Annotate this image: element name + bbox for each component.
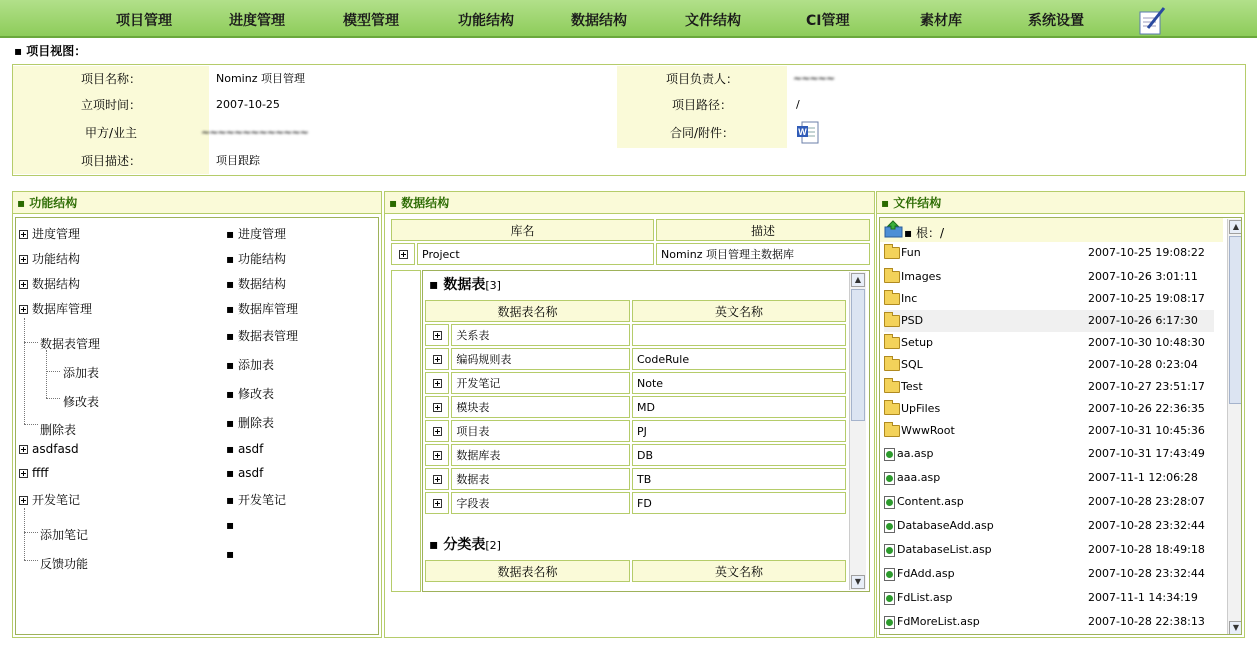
file-name: SQL [884, 358, 923, 371]
tree-connector [24, 532, 38, 533]
file-row[interactable] [884, 443, 1214, 465]
table-row [425, 348, 846, 370]
tree-connector [24, 560, 38, 561]
scroll-up-arrow-icon[interactable]: ▲ [851, 273, 865, 287]
file-date: 2007-10-26 22:36:35 [1088, 402, 1205, 415]
tree-connector [24, 318, 25, 424]
file-scrollbar[interactable] [1227, 219, 1242, 635]
file-date: 2007-10-28 0:23:04 [1088, 358, 1198, 371]
tree-connector [46, 398, 60, 399]
file-name: FdAdd.asp [884, 567, 955, 581]
expand-icon[interactable] [19, 280, 28, 289]
list-item[interactable]: ▪ 添加表 [226, 358, 274, 372]
file-date: 2007-10-28 23:32:44 [1088, 519, 1205, 532]
nav-ci[interactable]: CI管理 [806, 13, 850, 29]
expand-icon[interactable] [433, 499, 442, 508]
table-cn-cell: 模块表 [451, 396, 630, 418]
table-en-cell: Note [632, 372, 846, 394]
col-cat-en: 英文名称 [632, 560, 846, 582]
folder-row[interactable] [884, 420, 1214, 442]
folder-row[interactable] [884, 376, 1214, 398]
nav-file[interactable]: 文件结构 [685, 13, 741, 29]
nested-scrollbar[interactable] [849, 272, 866, 590]
folder-icon [884, 247, 900, 259]
table-row [425, 492, 846, 514]
file-row[interactable] [884, 563, 1214, 585]
tree-item[interactable]: 功能结构 [19, 250, 80, 267]
top-nav [0, 0, 1257, 38]
file-date: 2007-10-31 10:45:36 [1088, 424, 1205, 437]
file-row[interactable] [884, 515, 1214, 537]
start-value: 2007-10-25 [216, 98, 280, 111]
expand-icon[interactable] [19, 496, 28, 505]
db-name-cell: Project [417, 243, 654, 265]
nav-progress[interactable]: 进度管理 [229, 13, 285, 29]
asp-file-icon [884, 496, 895, 509]
table-cn-cell: 数据表 [451, 468, 630, 490]
file-date: 2007-10-26 6:17:30 [1088, 314, 1198, 327]
list-item[interactable]: ▪ 数据结构 [226, 277, 286, 291]
scroll-up-arrow-icon[interactable]: ▲ [1229, 220, 1242, 234]
list-item[interactable]: ▪ [226, 518, 235, 532]
tree-item[interactable]: 进度管理 [19, 225, 80, 242]
tree-item[interactable]: asdfasd [19, 442, 79, 456]
db-desc-cell: Nominz 项目管理主数据库 [656, 243, 870, 265]
tree-item[interactable]: 数据库管理 [19, 300, 92, 317]
asp-file-icon [884, 616, 895, 629]
table-header-row [425, 560, 846, 582]
list-item[interactable]: ▪ asdf [226, 466, 264, 480]
expand-icon[interactable] [19, 255, 28, 264]
row-expand-cell[interactable] [425, 348, 449, 370]
asp-file-icon [884, 568, 895, 581]
file-row[interactable] [884, 539, 1214, 561]
expand-icon[interactable] [19, 445, 28, 454]
file-date: 2007-10-30 10:48:30 [1088, 336, 1205, 349]
owner-label: 项目负责人： [617, 66, 787, 92]
file-row[interactable] [884, 491, 1214, 513]
client-label: 甲方/业主 [13, 118, 209, 148]
file-name: DatabaseList.asp [884, 543, 992, 557]
col-cat-cn: 数据表名称 [425, 560, 630, 582]
file-date: 2007-10-25 19:08:22 [1088, 246, 1205, 259]
row-expand-cell[interactable] [425, 324, 449, 346]
folder-icon [884, 337, 900, 349]
list-item[interactable]: ▪ [226, 547, 235, 561]
row-expand-cell[interactable] [425, 396, 449, 418]
tree-item[interactable]: 添加表 [63, 366, 100, 380]
nav-settings[interactable]: 系统设置 [1028, 13, 1084, 29]
nav-assets[interactable]: 素材库 [920, 13, 962, 29]
asp-file-icon [884, 544, 895, 557]
word-document-icon[interactable] [796, 120, 822, 146]
desc-value: 项目跟踪 [216, 154, 260, 167]
function-panel-title: ▪ 功能结构 [13, 192, 381, 214]
file-name: DatabaseAdd.asp [884, 519, 994, 533]
file-row[interactable] [884, 611, 1214, 633]
file-row[interactable] [884, 587, 1214, 609]
row-expand-cell[interactable] [425, 468, 449, 490]
list-item[interactable]: ▪ 功能结构 [226, 252, 286, 266]
tree-item[interactable]: 修改表 [63, 395, 100, 409]
row-expand-cell[interactable] [425, 444, 449, 466]
table-header-row [391, 219, 870, 241]
function-structure-panel [12, 191, 382, 638]
expand-icon[interactable] [433, 427, 442, 436]
list-item[interactable]: ▪ 数据库管理 [226, 302, 298, 316]
list-item[interactable]: ▪ 修改表 [226, 387, 274, 401]
scroll-down-arrow-icon[interactable]: ▼ [851, 575, 865, 589]
file-name: UpFiles [884, 402, 940, 415]
asp-file-icon [884, 520, 895, 533]
table-en-cell: PJ [632, 420, 846, 442]
file-list-area [879, 217, 1242, 635]
folder-row[interactable] [884, 398, 1214, 420]
file-date: 2007-10-28 18:49:18 [1088, 543, 1205, 556]
folder-row[interactable] [884, 332, 1214, 354]
table-cn-cell: 项目表 [451, 420, 630, 442]
file-name: PSD [884, 314, 923, 327]
file-name: Inc [884, 292, 917, 305]
table-en-cell: FD [632, 492, 846, 514]
root-row[interactable] [880, 218, 1223, 242]
nested-table-frame [422, 270, 870, 592]
table-row [425, 444, 846, 466]
tree-item[interactable]: 数据结构 [19, 275, 80, 292]
category-heading: ▪ 分类表[2] [429, 537, 501, 553]
expand-icon[interactable] [433, 379, 442, 388]
file-name: FdList.asp [884, 591, 953, 605]
path-label: 项目路径： [617, 92, 787, 118]
file-date: 2007-10-25 19:08:17 [1088, 292, 1205, 305]
file-name: aaa.asp [884, 471, 940, 485]
folder-icon [884, 403, 900, 415]
file-name: WwwRoot [884, 424, 955, 437]
expand-icon[interactable] [433, 331, 442, 340]
tree-connector [24, 342, 38, 343]
expand-icon[interactable] [433, 355, 442, 364]
folder-row[interactable] [884, 310, 1214, 332]
table-header-row [425, 300, 846, 322]
tree-item[interactable]: 开发笔记 [19, 491, 80, 508]
tables-heading: ▪ 数据表[3] [429, 277, 501, 293]
folder-row[interactable] [884, 288, 1214, 310]
asp-file-icon [884, 592, 895, 605]
table-row [425, 420, 846, 442]
folder-icon [884, 425, 900, 437]
contract-label: 合同/附件： [617, 118, 787, 148]
list-item[interactable]: ▪ 数据表管理 [226, 329, 298, 343]
file-name: Test [884, 380, 923, 393]
file-name: Fun [884, 246, 921, 259]
desc-label: 项目描述： [13, 148, 209, 174]
file-date: 2007-10-28 22:38:13 [1088, 615, 1205, 628]
file-name: aa.asp [884, 447, 933, 461]
data-tables-table [423, 298, 848, 516]
tree-connector [46, 371, 60, 372]
start-label: 立项时间： [13, 92, 209, 118]
scroll-thumb[interactable] [851, 289, 865, 421]
folder-icon [884, 381, 900, 393]
list-item[interactable]: ▪ asdf [226, 442, 264, 456]
tree-connector [46, 350, 47, 398]
scroll-thumb[interactable] [1229, 236, 1242, 404]
file-name: FdMoreList.asp [884, 615, 980, 629]
file-date: 2007-10-27 23:51:17 [1088, 380, 1205, 393]
col-table-cn: 数据表名称 [425, 300, 630, 322]
folder-icon [884, 315, 900, 327]
folder-icon [884, 359, 900, 371]
file-date: 2007-11-1 14:34:19 [1088, 591, 1198, 604]
folder-icon [884, 293, 900, 305]
asp-file-icon [884, 448, 895, 461]
expand-icon[interactable] [19, 305, 28, 314]
list-item[interactable]: ▪ 开发笔记 [226, 493, 286, 507]
scroll-down-arrow-icon[interactable]: ▼ [1229, 621, 1242, 635]
folder-row[interactable] [884, 242, 1214, 264]
file-row[interactable] [884, 467, 1214, 489]
file-name: Content.asp [884, 495, 964, 509]
database-table [389, 217, 872, 267]
folder-up-icon[interactable] [884, 220, 904, 238]
expand-icon[interactable] [399, 250, 408, 259]
row-expand-cell[interactable] [425, 372, 449, 394]
nav-project[interactable]: 项目管理 [116, 13, 172, 29]
client-value: ~~~~~~~~~~~~~ [201, 126, 308, 139]
name-value: Nominz 项目管理 [216, 72, 305, 85]
file-date: 2007-10-26 3:01:11 [1088, 270, 1198, 283]
svg-text:W: W [798, 127, 807, 137]
function-tree-area [15, 217, 379, 635]
expand-icon[interactable] [433, 451, 442, 460]
folder-row[interactable] [884, 266, 1214, 288]
file-date: 2007-11-1 12:06:28 [1088, 471, 1198, 484]
tree-item[interactable]: 反馈功能 [40, 557, 89, 571]
asp-file-icon [884, 472, 895, 485]
data-structure-panel [384, 191, 875, 638]
notepad-pencil-icon[interactable] [1136, 4, 1168, 36]
table-cn-cell: 数据库表 [451, 444, 630, 466]
name-label: 项目名称： [13, 66, 209, 92]
table-cn-cell: 开发笔记 [451, 372, 630, 394]
tree-item[interactable]: 添加笔记 [40, 528, 89, 542]
table-row [425, 468, 846, 490]
table-cn-cell: 字段表 [451, 492, 630, 514]
expand-icon[interactable] [433, 403, 442, 412]
category-table [423, 558, 848, 584]
nav-model[interactable]: 模型管理 [343, 13, 399, 29]
root-path: ▪ 根：/ [904, 226, 944, 240]
table-en-cell: DB [632, 444, 846, 466]
tree-connector [24, 424, 38, 425]
nav-data[interactable]: 数据结构 [571, 13, 627, 29]
row-expand-cell[interactable] [425, 420, 449, 442]
table-en-cell: MD [632, 396, 846, 418]
file-panel-title: ▪ 文件结构 [877, 192, 1244, 214]
table-row [391, 243, 870, 265]
col-db-name: 库名 [391, 219, 654, 241]
tree-item[interactable]: 删除表 [40, 423, 77, 437]
table-row [425, 372, 846, 394]
project-info [12, 64, 1246, 176]
col-db-desc: 描述 [656, 219, 870, 241]
file-name: Setup [884, 336, 933, 349]
tree-item[interactable]: 数据表管理 [40, 337, 101, 351]
file-name: Images [884, 270, 941, 283]
project-view-title: ▪ 项目视图： [14, 44, 87, 58]
file-date: 2007-10-31 17:43:49 [1088, 447, 1205, 460]
path-value: / [796, 98, 800, 111]
db-expand-cell[interactable] [391, 243, 415, 265]
nested-indent-cell [391, 270, 421, 592]
tree-item[interactable]: ffff [19, 466, 49, 480]
expand-icon[interactable] [19, 469, 28, 478]
row-expand-cell[interactable] [425, 492, 449, 514]
folder-row[interactable] [884, 354, 1214, 376]
file-date: 2007-10-28 23:28:07 [1088, 495, 1205, 508]
table-row [425, 324, 846, 346]
list-item[interactable]: ▪ 删除表 [226, 416, 274, 430]
col-table-en: 英文名称 [632, 300, 846, 322]
list-item[interactable]: ▪ 进度管理 [226, 227, 286, 241]
tree-connector [24, 508, 25, 560]
folder-icon [884, 271, 900, 283]
owner-value: ~~~~~ [793, 72, 835, 85]
table-en-cell [632, 324, 846, 346]
table-cn-cell: 关系表 [451, 324, 630, 346]
expand-icon[interactable] [19, 230, 28, 239]
table-en-cell: CodeRule [632, 348, 846, 370]
table-en-cell: TB [632, 468, 846, 490]
table-cn-cell: 编码规则表 [451, 348, 630, 370]
file-date: 2007-10-28 23:32:44 [1088, 567, 1205, 580]
nav-function[interactable]: 功能结构 [458, 13, 514, 29]
file-structure-panel [876, 191, 1245, 638]
expand-icon[interactable] [433, 475, 442, 484]
data-panel-title: ▪ 数据结构 [385, 192, 874, 214]
table-row [425, 396, 846, 418]
